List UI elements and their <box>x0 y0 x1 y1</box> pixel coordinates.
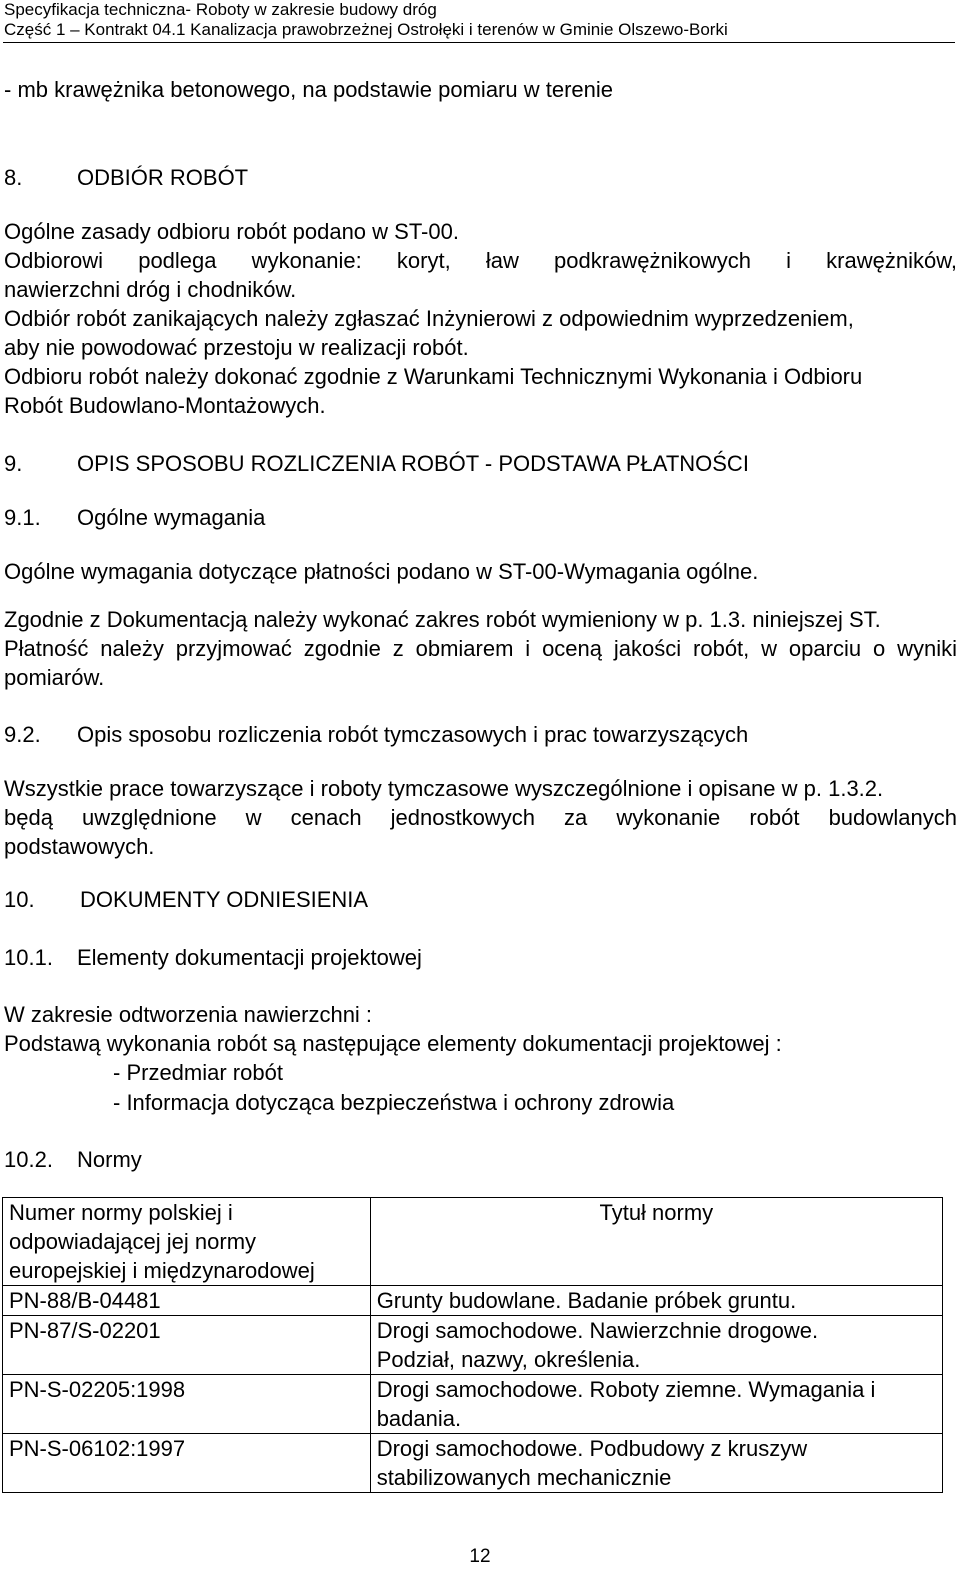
section-10-1-title: Elementy dokumentacji projektowej <box>77 945 422 970</box>
section-8-line: Odbiorowi podlega wykonanie: koryt, ław podkrawężnikowych i krawężników, <box>4 248 957 273</box>
table-header-row <box>3 1198 943 1286</box>
section-9-2-line: Wszystkie prace towarzyszące i roboty tymczasowe wyszczególnione i opisane w p. 1.3.2. <box>4 776 884 801</box>
table-row <box>3 1286 943 1316</box>
section-9-2-heading <box>4 720 748 749</box>
section-8-heading <box>4 163 248 192</box>
section-10-2-number: 10.2. <box>4 1147 53 1172</box>
norm-title: Drogi samochodowe. Nawierzchnie drogowe. Podział, nazwy, określenia. <box>370 1316 942 1375</box>
section-9-number: 9. <box>4 451 23 476</box>
section-9-1-text: Ogólne wymagania dotyczące płatności podano w ST-00-Wymagania ogólne. <box>4 559 759 584</box>
norms-table <box>2 1197 943 1493</box>
section-10-1-heading <box>4 943 422 972</box>
header-divider <box>3 42 955 43</box>
section-10-1-list-item: - Informacja dotycząca bezpieczeństwa i ochrony zdrowia <box>113 1090 675 1115</box>
table-header-norm-number: Numer normy polskiej i odpowiadającej jej normy europejskiej i międzynarodowej <box>3 1198 371 1286</box>
document-header-title: Specyfikacja techniczna- Roboty w zakresie budowy dróg <box>4 0 437 19</box>
page-number: 12 <box>469 1546 491 1567</box>
section-9-1-line: pomiarów. <box>4 665 105 690</box>
section-9-2-number: 9.2. <box>4 722 41 747</box>
section-10-heading <box>4 885 368 914</box>
section-10-title: DOKUMENTY ODNIESIENIA <box>80 887 369 912</box>
section-10-1-line: Podstawą wykonania robót są następujące elementy dokumentacji projektowej : <box>4 1031 782 1056</box>
norm-code: PN-87/S-02201 <box>3 1316 371 1375</box>
section-9-1-line: Zgodnie z Dokumentacją należy wykonać zakres robót wymieniony w p. 1.3. niniejszej ST. <box>4 607 881 632</box>
section-9-heading <box>4 449 749 478</box>
section-8-line: Ogólne zasady odbioru robót podano w ST-00. <box>4 219 459 244</box>
section-9-1-line: Płatność należy przyjmować zgodnie z obmiarem i oceną jakości robót, w oparciu o wyniki <box>4 636 957 661</box>
section-9-1-title: Ogólne wymagania <box>77 505 266 530</box>
section-9-title: OPIS SPOSOBU ROZLICZENIA ROBÓT - PODSTAWA PŁATNOŚCI <box>77 451 749 476</box>
section-8-line: Odbioru robót należy dokonać zgodnie z Warunkami Technicznymi Wykonania i Odbioru <box>4 364 863 389</box>
section-8-line: Robót Budowlano-Montażowych. <box>4 393 326 418</box>
table-row <box>3 1316 943 1375</box>
section-8-line: nawierzchni dróg i chodników. <box>4 277 297 302</box>
norm-code: PN-S-06102:1997 <box>3 1434 371 1493</box>
section-10-2-heading <box>4 1145 142 1174</box>
section-8-line: Odbiór robót zanikających należy zgłaszać Inżynierowi z odpowiednim wyprzedzeniem, <box>4 306 854 331</box>
section-10-1-line: W zakresie odtworzenia nawierzchni : <box>4 1002 373 1027</box>
section-9-2-title: Opis sposobu rozliczenia robót tymczasowych i prac towarzyszących <box>77 722 749 747</box>
section-9-2-line: będą uwzględnione w cenach jednostkowych za wykonanie robót budowlanych <box>4 805 957 830</box>
section-8-number: 8. <box>4 165 23 190</box>
measurement-bullet: - mb krawężnika betonowego, na podstawie pomiaru w terenie <box>4 77 613 102</box>
section-10-1-list-item: - Przedmiar robót <box>113 1060 283 1085</box>
section-8-title: ODBIÓR ROBÓT <box>77 165 249 190</box>
section-10-2-title: Normy <box>77 1147 142 1172</box>
section-9-1-number: 9.1. <box>4 505 41 530</box>
section-10-number: 10. <box>4 887 35 912</box>
norm-title: Drogi samochodowe. Podbudowy z kruszyw stabilizowanych mechanicznie <box>370 1434 942 1493</box>
section-9-2-line: podstawowych. <box>4 834 155 859</box>
norm-code: PN-88/B-04481 <box>3 1286 371 1316</box>
section-10-1-number: 10.1. <box>4 945 53 970</box>
table-header-norm-title: Tytuł normy <box>370 1198 942 1286</box>
norm-code: PN-S-02205:1998 <box>3 1375 371 1434</box>
table-row <box>3 1375 943 1434</box>
table-row <box>3 1434 943 1493</box>
document-header-contract: Część 1 – Kontrakt 04.1 Kanalizacja prawobrzeżnej Ostrołęki i terenów w Gminie Olszewo-Borki <box>4 20 728 39</box>
norm-title: Grunty budowlane. Badanie próbek gruntu. <box>370 1286 942 1316</box>
norm-title: Drogi samochodowe. Roboty ziemne. Wymagania i badania. <box>370 1375 942 1434</box>
section-9-1-heading <box>4 503 265 532</box>
section-8-line: aby nie powodować przestoju w realizacji robót. <box>4 335 469 360</box>
